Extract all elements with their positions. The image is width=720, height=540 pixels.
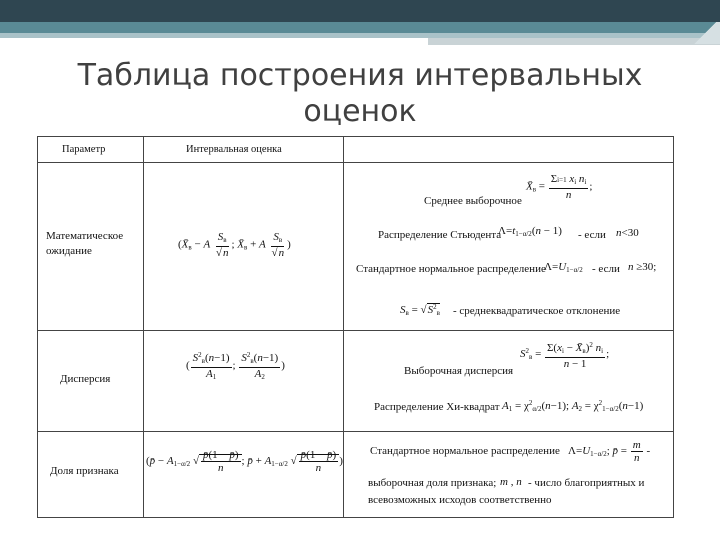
- header-corner-accent: [690, 22, 720, 44]
- note-sample-variance-formula: $S^2_в$ = $\frac{\Sigma(x_i - X̄_в)^2 n_i}{n - 1}$ ;: [520, 341, 610, 370]
- note-sample-mean-formula: $X̄_в$ = $\frac{\Sigma i=1 x_i n_i}{n}$ ;: [526, 173, 593, 201]
- header-parameter: Параметр: [62, 144, 106, 155]
- note-normal-condition-formula: n ≥30;: [628, 261, 657, 273]
- note-proportion-sample-label: выборочная доля признака;: [368, 477, 497, 489]
- note-student-label: Распределение Стьюдента: [378, 229, 502, 241]
- note-proportion-favorable-label: - число благоприятных и: [528, 477, 645, 489]
- note-proportion-normal-label: Стандартное нормальное распределение: [370, 445, 560, 457]
- row-variance-param: Дисперсия: [60, 373, 111, 385]
- note-normal-condition: - если: [592, 263, 620, 275]
- table-col-divider-2: [343, 137, 344, 517]
- note-student-formula: $\Lambda=t_{1-\alpha/2}(n - 1)$: [498, 225, 562, 238]
- note-stddev-label: - среднеквадратическое отклонение: [453, 305, 621, 317]
- row-variance-interval-formula: ( $\frac{S^2_в(n-1)}{A_1}$ ; $\frac{S^2_в(n-1)}{A_2}$ ): [186, 351, 285, 381]
- row-mean-interval-formula: ($X̄_в - A$ $\frac{S_в}{√n}$ ; $X̄_в + A$ $\frac{S_в}{√n}$ ): [178, 231, 291, 259]
- note-normal-label: Стандартное нормальное распределение: [356, 263, 546, 275]
- note-student-condition: - если: [578, 229, 606, 241]
- table-col-divider-1: [143, 137, 144, 517]
- note-proportion-vars: m , n: [500, 476, 522, 488]
- header-band-teal: [0, 22, 720, 33]
- row-mean-param-line2: ожидание: [46, 245, 92, 257]
- table-row-divider-1: [38, 330, 673, 331]
- row-proportion-param: Доля признака: [50, 465, 119, 477]
- note-chi-square-label: Распределение Хи-квадрат: [374, 401, 500, 413]
- note-normal-formula: $\Lambda=U_{1-\alpha/2}$: [544, 261, 583, 274]
- slide-title: Таблица построения интервальных оценок: [77, 58, 643, 129]
- note-proportion-normal-formula: $\Lambda=U_{1-\alpha/2}$; p̄ = $\frac{m}{n}$ -: [568, 439, 651, 464]
- note-stddev-formula: $S_в = √S^2_в$: [400, 303, 440, 317]
- note-sample-variance-label: Выборочная дисперсия: [404, 365, 514, 377]
- header-band-accent: [428, 38, 720, 45]
- table-header-divider: [38, 162, 673, 163]
- note-student-condition-formula: n<30: [616, 227, 639, 239]
- note-proportion-all-outcomes-label: всевозможных исходов соответственно: [368, 494, 552, 506]
- note-sample-mean-label: Среднее выборочное: [424, 195, 522, 207]
- header-interval-estimate: Интервальная оценка: [186, 144, 282, 155]
- table-row-divider-2: [38, 431, 673, 432]
- row-proportion-interval-formula: (p̄ − $A_{1-\alpha/2}$ √ $\frac{p̄(1 - p̄)}{n}$ ; p̄ + $A_{1-\alpha/2}$ √ $\frac{p̄(1 - p̄)}{n}$ ): [146, 449, 343, 474]
- header-band-dark: [0, 0, 720, 22]
- interval-estimates-table: [37, 136, 674, 518]
- row-mean-param-line1: Математическое: [46, 230, 124, 242]
- note-chi-square-formula: $A_1 = \chi^2_{\alpha/2}(n-1)$; $A_2 = \chi^2_{1-\alpha/2}(n-1)$: [502, 399, 644, 413]
